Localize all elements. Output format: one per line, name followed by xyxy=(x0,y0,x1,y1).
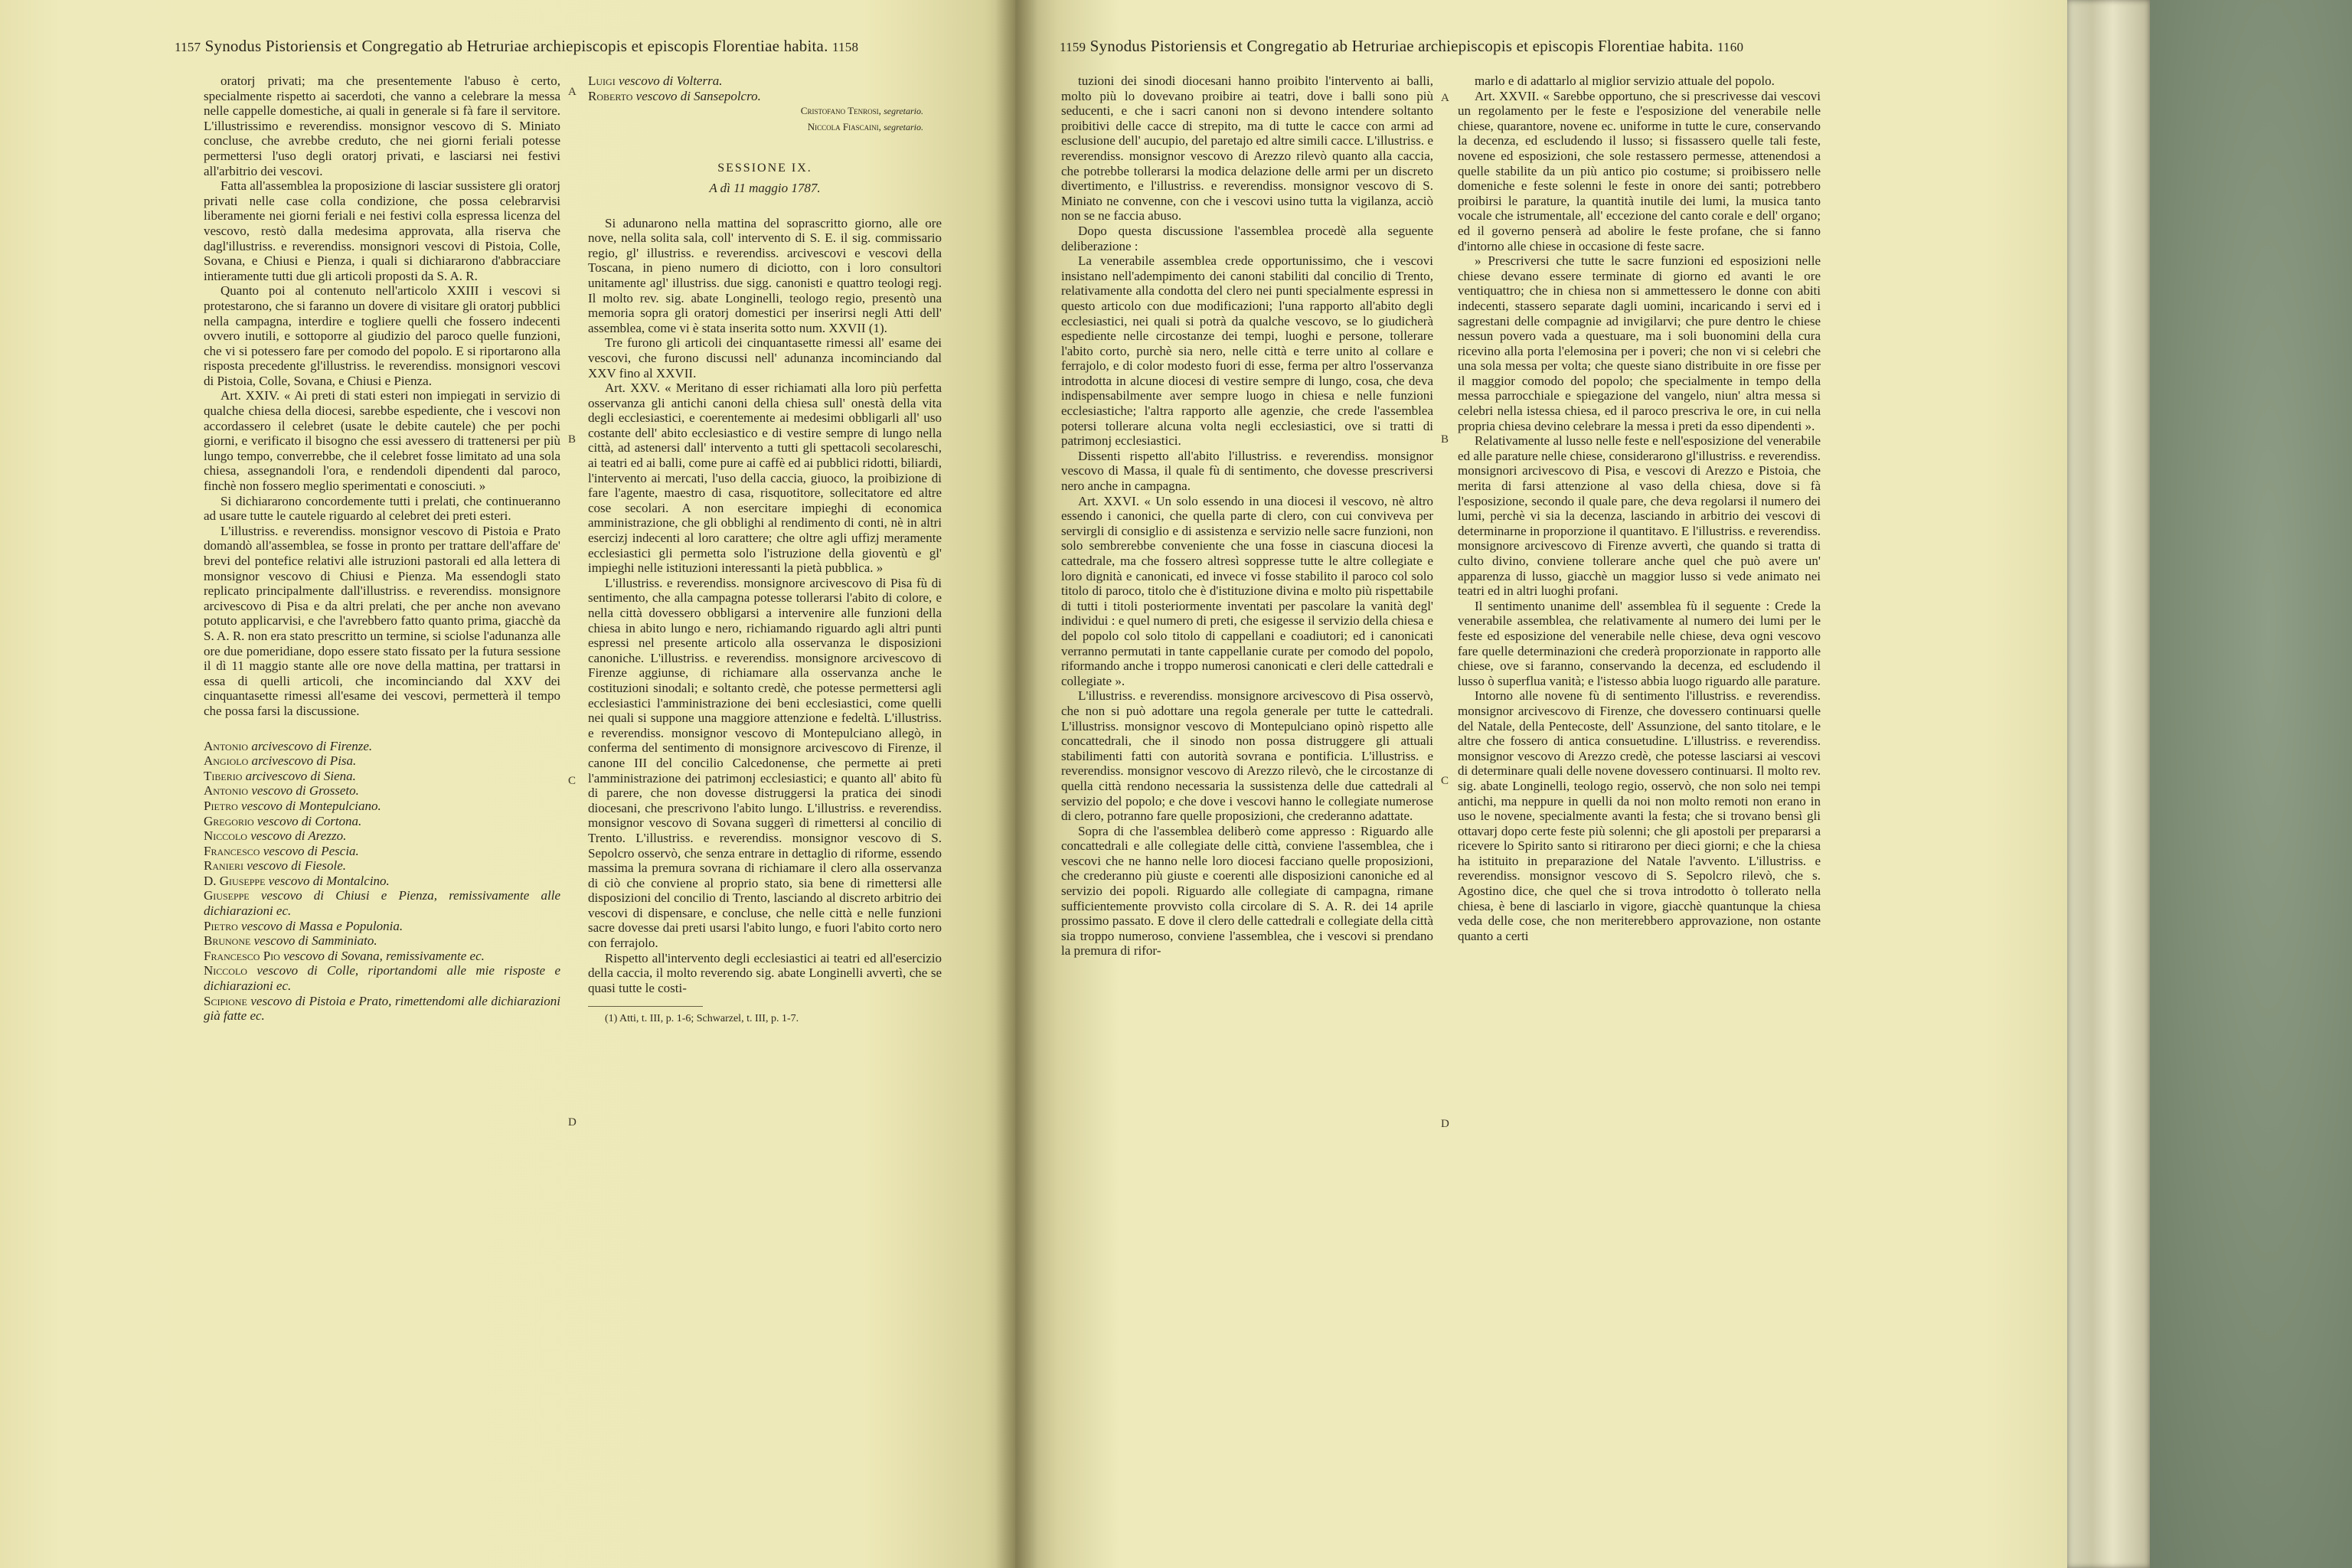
signatory-name: Scipione xyxy=(204,993,247,1008)
left-col1-paragraph: Art. XXIV. « Ai preti di stati esteri non impiegati in servizio di qualche chiesa della diocesi, sarebbe espediente, che i vescovi non accordassero il celebret (usate le debite cautele) che per pochi giorni, e verificato il bisogno che essi avessero di trattenersi per più lungo tempo, converrebbe, che il celebret fosse limitato ad una sola chiesa, assegnandoli l'ora, e rendendoli dipendenti dal paroco, finchè non fossero meglio sperimentati e conosciuti. » xyxy=(204,388,560,494)
signatory xyxy=(204,933,560,949)
secretary-role: segretario. xyxy=(884,106,923,117)
right-col1-paragraph: Dissenti rispetto all'abito l'illustriss. e reverendiss. monsignor vescovo di Massa, il quale fù di sentimento, che dovesse prescriversi nero anche in campagna. xyxy=(1061,448,1433,494)
signatory-name: Brunone xyxy=(204,933,251,949)
secretary-name: Niccola Fiascaini, xyxy=(807,120,881,132)
signatory-name: Giuseppe xyxy=(204,888,250,903)
signatory xyxy=(204,963,560,993)
right-col1-paragraph: La venerabile assemblea crede opportunissimo, che i vescovi insistano nell'adempimento dei canoni stabiliti dal concilio di Trento, relativamente alla condotta del clero nei punti specialmente espressi in questo articolo con due modificazioni; l'una rapporto all'abito degli ecclesiastici, nei quali si potrà da qualche vescovo, se lo giudicherà espediente nelle circostanze dei tempi, luoghi e persone, tollerare l'abito corto, purchè sia nero, nelle città e terre unito al collare e ferrajolo, e di color modesto fuori di esse, ferma per altro l'osservanza introdotta in alcune diocesi di vestire sempre di lungo, cosa, che deva indispensabilmente aver sempre luogo in chiesa e nelle funzioni ecclesiastiche; l'altra rapporto alle agenzie, che crede l'assemblea potersi tollerare alcuna volta negli ecclesiastici, ove si tratti di patrimonj ecclesiastici. xyxy=(1061,253,1433,449)
signatory xyxy=(204,858,560,874)
right-margin-marker-a: A xyxy=(1441,92,1449,104)
right-column-2 xyxy=(1458,74,1821,1566)
right-page-header xyxy=(1060,37,1743,56)
left-page-header xyxy=(175,37,858,56)
signatory xyxy=(588,74,942,89)
signatory-title: vescovo di Volterra. xyxy=(618,74,723,88)
signatories-list xyxy=(204,739,560,1024)
signatory xyxy=(204,753,560,769)
signatory-title: vescovo di Sansepolcro. xyxy=(635,88,761,103)
left-col2-paragraph: L'illustriss. e reverendiss. monsignore arcivescovo di Pisa fù di sentimento, che alla campagna potesse tollerarsi l'abito di colore, e nella città dovessero obbligarsi a intervenire alle funzioni della chiesa in abito lungo e nero, richiamando riguardo agli altri punti espressi nel presente articolo alla osservanza le disposizioni canoniche. L'illustriss. e reverendiss. monsignore arcivescovo di Firenze aggiunse, di richiamare alla osservanza anche le costituzioni sinodali; e soltanto credè, che potesse permettersi agli ecclesiastici l'amministrazione dei beni ecclesiastici, come quelli nei quali si suppone una maggiore attenzione e fedeltà. L'illustriss. e reverendiss. monsignor vescovo di Montepulciano allegò, in conferma del sentimento di monsignore arcivescovo di Firenze, il canone III del concilio Calcedonense, che permette ai preti l'amministrazione dei patrimonj ecclesiastici; e quanto all' abito fù di parere, che non dovesse distruggersi la pratica dei sinodi diocesani, che prescrivono l'abito lungo. L'illustriss. e reverendiss. monsignor vescovo di Sovana suggerì di rimettersi al concilio di Trento. L'illustriss. e reverendiss. monsignor vescovo di S. Sepolcro osservò, che senza entrare in dettaglio di riforme, essendo massima la premura sovrana di richiamare il clero alla osservanza di ciò che conviene al proprio stato, sia bene di rimettersi alle disposizioni del concilio di Trento, lasciando al discreto arbitrio dei vescovi di dispensare, e concluse, che nelle città e nelle funzioni sacre dovesse dai preti usarsi l'abito lungo, e fuori l'abito corto nero con ferrajolo. xyxy=(588,575,942,951)
signatory-name: Pietro xyxy=(204,918,238,933)
right-margin-marker-d: D xyxy=(1441,1118,1449,1130)
margin-marker-d: D xyxy=(568,1116,577,1129)
left-col2-paragraph: Si adunarono nella mattina del soprascritto giorno, alle ore nove, nella solita sala, coll' intervento di S. E. il sig. commissario regio, gl' illustriss. e reverendiss. arcivescovi e vescovi della Toscana, in pieno numero di diciotto, con i loro consultori unitamente agl' illustriss. due sigg. canonisti e quattro teologi regj. Il molto rev. sig. abate Longinelli, teologo regio, presentò una memoria sopra gli oratorj domestici per inserirsi negli Atti dell' assemblea, come vi è stata inserita sotto num. XXVII (1). xyxy=(588,215,942,335)
right-col2-paragraph: marlo e di adattarlo al miglior servizio attuale del popolo. xyxy=(1475,74,1775,88)
secretary-role: segretario. xyxy=(884,121,923,132)
left-page xyxy=(0,0,1015,1568)
signatory-name: Angiolo xyxy=(204,753,249,769)
signatory-title: arcivescovo di Siena. xyxy=(245,768,356,783)
signatory xyxy=(204,888,560,918)
right-col1-paragraph: Art. XXVI. « Un solo essendo in una diocesi il vescovo, nè altro essendo i canonici, che quella parte di clero, con cui conviveva per servirgli di consiglio e di assistenza e servizio nelle sacre funzioni, non solo sembrerebbe conveniente che una fosse in ciascuna diocesi la cattedrale, ma che fossero altresì soppresse tutte le altre collegiate e loro dignità e canonicati, ed invece vi fosse stabilito il paroco col solo titolo di paroco, titolo che è d'istituzione divina e molto più rispettabile di tutti i titoli posteriormente inventati per pascolare la vanità degl' individui : e quel numero di preti, che esigesse il servizio della chiesa e del popolo col solo titolo di cappellani e coadiutori; ed i canonicati verranno permutati in tante cappellanie curate per comodo del popolo, riformando anche i troppo numerosi canonicati e cleri delle cattedrali e collegiate ». xyxy=(1061,493,1433,688)
signatory-title: vescovo di Massa e Populonia. xyxy=(241,918,403,933)
left-page-number-right: 1158 xyxy=(831,40,859,54)
signatory-title: arcivescovo di Pisa. xyxy=(251,753,357,769)
book-cover-edge xyxy=(2067,0,2150,1568)
signatory-name: Niccolo xyxy=(204,828,247,844)
margin-marker-b: B xyxy=(568,433,577,446)
book-gutter xyxy=(995,0,1038,1568)
right-page-number-right: 1160 xyxy=(1717,40,1744,54)
signatory-title: vescovo di Samminiato. xyxy=(253,933,377,949)
right-col1-paragraph: Dopo questa discussione l'assemblea procedè alla seguente deliberazione : xyxy=(1061,223,1433,253)
left-col1-paragraph: L'illustriss. e reverendiss. monsignor vescovo di Pistoia e Prato domandò all'assemblea, se fosse in pronto per trattare dell'affare de' brevi del pontefice relativi alle istruzioni pastorali ed alla lettera di monsignor vescovo di Chiusi e Pienza. Ma essendogli stato replicato principalmente dall'illustriss. e reverendiss. monsignore arcivescovo di Pisa e da altri prelati, che per anche non avevano potuto applicarvisi, e che l'avrebbero fatto quanto prima, giacchè da S. A. R. non era stato prescritto un termine, si sciolse l'adunanza alle ore due pomeridiane, dopo essere stato fissato per la futura sessione il dì 11 maggio stante alle ore nove della mattina, per trattarsi in essa di quelli articoli, che incominciando dal XXV dei cinquantasette rimessi all'esame dei vescovi, permetterà il tempo che possa farsi la discussione. xyxy=(204,523,560,718)
signatory-name: Niccolo xyxy=(204,963,247,978)
right-margin-marker-b: B xyxy=(1441,433,1449,446)
signatory xyxy=(204,828,560,844)
right-page xyxy=(1015,0,2067,1568)
right-col2-paragraph: Intorno alle novene fù di sentimento l'illustriss. e reverendiss. monsignor arcivescovo di Firenze, che dovessero continuarsi quelle del Natale, della Pentecoste, dell' Assunzione, del santo titolare, e le altre che fossero di antica consuetudine. L'illustriss. e reverendiss. monsignor vescovo di Arezzo credè, che potesse lasciarsi ai vescovi di determinare quali delle novene dovessero continuarsi. Il molto rev. sig. abate Longinelli, teologo regio, osservò, che non solo nei tempi antichi, ma neppure in quelli da noi non molto remoti non erano in uso le novene, specialmente avanti la festa; che si trovano bensì gli ottavarj dopo certe feste più solenni; che gli apostoli per prepararsi a ricevere lo Spirito santo si ritirarono per dieci giorni; e che la chiesa ha istituito in preparazione del Natale l'avvento. L'illustriss. e reverendiss. monsignor vescovo di S. Sepolcro rilevò, che s. Agostino dice, che quel che si trova introdotto ò tollerato nella chiesa, è bene di lasciarlo in vigore, giacchè quantunque la chiesa veda delle cose, che non meriterebbero approvazione, non ostante quanto a certi xyxy=(1458,688,1821,943)
right-col1-paragraph: tuzioni dei sinodi diocesani hanno proibito l'intervento ai balli, molto più lo dovevano proibire ai teatri, dove i balli sono più seducenti, e che i sacri canoni non si devono intendere soltanto proibitivi delle cacce di strepito, ma di tutte le cacce con armi ad esclusione dell' aucupio, del paretajo ed altre simili cacce. L'illustriss. e reverendiss. monsignor vescovo di Arezzo rilevò quanto alla caccia, che potrebbe tollerarsi la modica delazione delle armi per un discreto divertimento, e l'illustriss. e reverendiss. monsignor vescovo di S. Miniato ne convenne, con che i vescovi usino tutta la vigilanza, acciò non se ne faccia abuso. xyxy=(1061,74,1433,224)
spacer xyxy=(204,719,560,739)
signatory-name: Ranieri xyxy=(204,858,243,874)
signatory-title: vescovo di Fiesole. xyxy=(247,858,347,874)
right-page-running-title: Synodus Pistoriensis et Congregatio ab Hetruriae archiepiscopis et episcopis Florentiae habita. xyxy=(1089,37,1713,55)
left-col1-paragraph: Si dichiararono concordemente tutti i prelati, che continueranno ad usare tutte le cautele riguardo al celebret dei preti esteri. xyxy=(204,493,560,524)
signatory xyxy=(204,769,560,784)
footnote: (1) Atti, t. III, p. 1-6; Schwarzel, t. III, p. 1-7. xyxy=(605,1013,799,1025)
signatory-title: vescovo di Montalcino. xyxy=(268,873,390,888)
signatory-title: vescovo di Colle, riportandomi alle mie risposte e dichiarazioni ec. xyxy=(204,963,560,994)
margin-marker-a: A xyxy=(568,86,577,98)
signatory-title: vescovo di Grosseto. xyxy=(251,783,359,799)
right-page-number-left: 1159 xyxy=(1060,40,1086,54)
signatory-name: D. Giuseppe xyxy=(204,873,266,888)
right-col1-paragraph: Sopra di che l'assemblea deliberò come appresso : Riguardo alle concattedrali e alle collegiate delle città, conviene l'assemblea, che i vescovi che ne hanno nelle loro diocesi facciano quelle proposizioni, che crederanno più giuste e coerenti alle disposizioni canoniche ed al servizio dei popoli. Riguardo alle collegiate di campagna, rimane sufficientemente provvisto colla circolare di S. A. R. dei 14 aprile prossimo passato. E dove il clero delle cattedrali e collegiate della città sia troppo numeroso, conviene l'assemblea, che i vescovi si prendano la premura di rifor- xyxy=(1061,823,1433,959)
left-column-1 xyxy=(204,74,560,1566)
left-col2-paragraph: Art. XXV. « Meritano di esser richiamati alla loro più perfetta osservanza gli antichi canoni della chiesa sull' onestà della vita degli ecclesiastici, e coerentemente ai medesimi obbligarli all' uso costante dell' abito ecclesiastico e di vestire sempre di lungo nella città, ad astenersi dall' intervento a tutti gli spettacoli secolareschi, ai teatri ed ai balli, come pure ai caffè ed ai pubblici ridotti, biliardi, l'intervento ai mercati, l'uso della caccia, giuoco, la proibizione di fare l'agente, maestro di casa, risquotitore, sollecitatore ed altre cose secolari. A non esercitare impieghi di economica amministrazione, che gli obblighi al rendimento di conti, nè in altri esercizj indecenti al loro carattere; che oltre agli uffizj meramente ecclesiastici gli permetta solo l'istruzione della gioventù e gl' impieghi nelle istituzioni interessanti la pietà pubblica. » xyxy=(588,381,942,576)
signatory-title: arcivescovo di Firenze. xyxy=(251,738,373,753)
signatory-name: Tiberio xyxy=(204,768,243,783)
signatory-name: Francesco xyxy=(204,843,260,858)
left-page-running-title: Synodus Pistoriensis et Congregatio ab Hetruriae archiepiscopis et episcopis Florentiae habita. xyxy=(204,37,828,55)
signatory-name: Antonio xyxy=(204,783,249,799)
signatory-title: vescovo di Pescia. xyxy=(263,843,359,858)
signatory xyxy=(588,89,942,104)
right-col1-paragraph: L'illustriss. e reverendiss. monsignore arcivescovo di Pisa osservò, che non si può adottare una regola generale per tutte le cattedrali. L'illustriss. monsignor vescovo di Montepulciano opinò rispetto alle concattedrali, che il sinodo non possa distruggere gli attuali stabilimenti fatti con autorità sovrana e pontificia. L'illustriss. e reverendiss. monsignor vescovo di Arezzo rilevò, che le circostanze di quella città rendono necessaria la sussistenza delle due cattedrali al servizio del popolo; e che dove i vescovi hanno le collegiate numerose di clero, potranno fare quelle proposizioni, che crederanno adattate. xyxy=(1061,688,1433,824)
footnote-rule xyxy=(588,1006,703,1007)
signatory-title: vescovo di Chiusi e Pienza, remissivamente alle dichiarazioni ec. xyxy=(204,888,560,919)
signatory xyxy=(204,874,560,889)
secretary-name: Cristofano Tenrosi, xyxy=(800,105,881,117)
signatory xyxy=(204,814,560,829)
left-col1-paragraph: Fatta all'assemblea la proposizione di lasciar sussistere gli oratorj privati nelle case colla condizione, che possa celebrarvisi liberamente nei giorni feriali e nei festivi colla espressa licenza del vescovo, restò dalla medesima approvata, alla riserva che dagl'illustriss. e reverendiss. monsignori vescovi di Pistoia, Colle, Sovana, e Chiusi e Pienza, i quali si dichiararono d'abbracciare intieramente tutti due gli articoli proposti da S. A. R. xyxy=(204,178,560,283)
signatory-title: vescovo di Cortona. xyxy=(256,813,362,828)
margin-marker-c: C xyxy=(568,775,577,787)
signatory xyxy=(204,949,560,964)
left-col1-paragraph: Quanto poi al contenuto nell'articolo XXIII i vescovi si protestarono, che si faranno un dovere di visitare gli oratorj pubblici nella campagna, interdire e togliere quelli che fossero indecenti ovvero inutili, e sottoporre al giudizio del paroco quelle funzioni, che vi si potessero fare per comodo del popolo. E si riportarono alla risposta precedente gl'illustriss. le reverendiss. monsignori vescovi di Pistoia, Colle, Sovana, e Chiusi e Pienza. xyxy=(204,283,560,388)
signatory xyxy=(204,919,560,934)
signatory-name: Francesco Pio xyxy=(204,948,280,963)
left-column-2 xyxy=(588,74,942,1566)
green-cloth-background xyxy=(2144,0,2352,1568)
signatory-name: Gregorio xyxy=(204,813,254,828)
signatory xyxy=(204,994,560,1024)
secretary xyxy=(588,119,923,136)
signatory-title: vescovo di Montepulciano. xyxy=(241,798,381,813)
right-margin-marker-c: C xyxy=(1441,775,1449,787)
signatory-title: vescovo di Arezzo. xyxy=(250,828,347,844)
left-col2-paragraph: Rispetto all'intervento degli ecclesiastici ai teatri ed all'esercizio della caccia, il molto reverendo sig. abate Longinelli avvertì, che se quasi tutte le costi- xyxy=(588,950,942,995)
signatory-name: Roberto xyxy=(588,88,633,103)
signatory-name: Luigi xyxy=(588,74,616,88)
signatory xyxy=(204,844,560,859)
signatories-top xyxy=(588,74,942,103)
right-col2-paragraph: Art. XXVII. « Sarebbe opportuno, che si prescrivesse dai vescovi un regolamento per le feste e l'esposizione del venerabile nelle chiese, quarantore, novene ec. uniforme in tutte le cure, conservando la decenza, ed escludendo il lusso; si fissassero quelle tali feste, novene ed esposizioni, che sole restassero permesse, attenendosi a quelle stabilite da un più antico pio costume; si proibissero nelle domeniche e feste solenni le feste in onore dei santi; potrebbero proibirsi le parature, la quantità inutile dei lumi, la musica tanto vocale che istrumentale, all' eccezione del canto corale e dell' organo; ed il governo penserà ad abolire le feste profane, che si fanno d'intorno alle chiese in occasione di feste sacre. xyxy=(1458,88,1821,253)
signatory-title: vescovo di Pistoia e Prato, rimettendomi alle dichiarazioni già fatte ec. xyxy=(204,993,560,1024)
signatory xyxy=(204,783,560,799)
right-col2-paragraph: Il sentimento unanime dell' assemblea fù il seguente : Crede la venerabile assemblea, che relativamente al numero dei lumi per le feste ed esposizione del venerabile nelle chiese, deva ogni vescovo fare quelle determinazioni che crederà proporzionate in rapporto alle chiese, ove si faranno, conservando la decenza, ed escludendo il lusso ò superflua vanità; e l'istesso abbia luogo riguardo alle parature. xyxy=(1458,598,1821,688)
session-date: A dì 11 maggio 1787. xyxy=(709,180,821,195)
right-col2-paragraph: Relativamente al lusso nelle feste e nell'esposizione del venerabile ed alle parature nelle chiese, considerarono gl'illustriss. e reverendiss. monsignori arcivescovo di Pisa, e vescovi di Arezzo e Pistoia, che merita di farsi attenzione al vaso della chiesa, dove si fà l'esposizione, secondo il quale pare, che deva regolarsi il numero dei lumi, perchè vi sia la decenza, lasciando in arbitrio dei vescovi di determinarne in proporzione il quantitavo. E l'illustriss. e reverendiss. monsignore arcivescovo di Firenze avvertì, che quando si tratta di culto divino, conviene tollerare anche quel che può avere un' apparenza di lusso, giacchè un maggior lusso si vede animato nei teatri ed in altri luoghi profani. xyxy=(1458,433,1821,599)
right-col2-paragraph: » Prescriversi che tutte le sacre funzioni ed esposizioni nelle chiese devano essere terminate di giorno ed avanti le ore ventiquattro; che in chiesa non si ammettessero le donne con abiti indecenti, stassero separate dagli uomini, incaricando i servi ed i sagrestani delle compagnie ad invigilarvi; che pure dentro le chiese nessun povero vada a questuare, ma i soli buonomini della cura ricevino alla porta l'elemosina per i poveri; che non vi si celebri che una sola messa per volta; che queste siano distribuite in ore fisse per il maggior comodo del popolo; che specialmente in tempo della messa parrocchiale e spiegazione del vangelo, niun' altra messa si celebri nella istessa chiesa, ed il paroco prescriva le ore, in cui nella propria chiesa devino celebrare la messa i preti da esso dipendenti ». xyxy=(1458,253,1821,433)
left-col2-paragraph: Tre furono gli articoli dei cinquantasette rimessi all' esame dei vescovi, che furono discussi nell' adunanza incominciando dal XXV fino al XXVII. xyxy=(588,335,942,381)
signatory-name: Antonio xyxy=(204,738,249,753)
signatory xyxy=(204,739,560,754)
right-column-1 xyxy=(1061,74,1433,1566)
signatory-name: Pietro xyxy=(204,798,238,813)
signatory xyxy=(204,799,560,814)
session-title: SESSIONE IX. xyxy=(717,162,812,175)
left-col1-paragraph: oratorj privati; ma che presentemente l'abuso è certo, specialmente rispetto ai sacerdoti, che vanno a celebrare la messa nelle cappelle domestiche, ai quali in generale si fà fare il servitore. L'illustrissimo e reverendiss. monsignor vescovo di S. Miniato concluse, che avrebbe creduto, che nei giorni feriali potesse permettersi l'uso degli oratorj privati, e lasciarsi nei festivi all'arbitrio dei vescovi. xyxy=(204,74,560,178)
secretary xyxy=(588,103,923,119)
signatory-title: vescovo di Sovana, remissivamente ec. xyxy=(283,948,485,963)
left-page-number-left: 1157 xyxy=(175,40,201,54)
